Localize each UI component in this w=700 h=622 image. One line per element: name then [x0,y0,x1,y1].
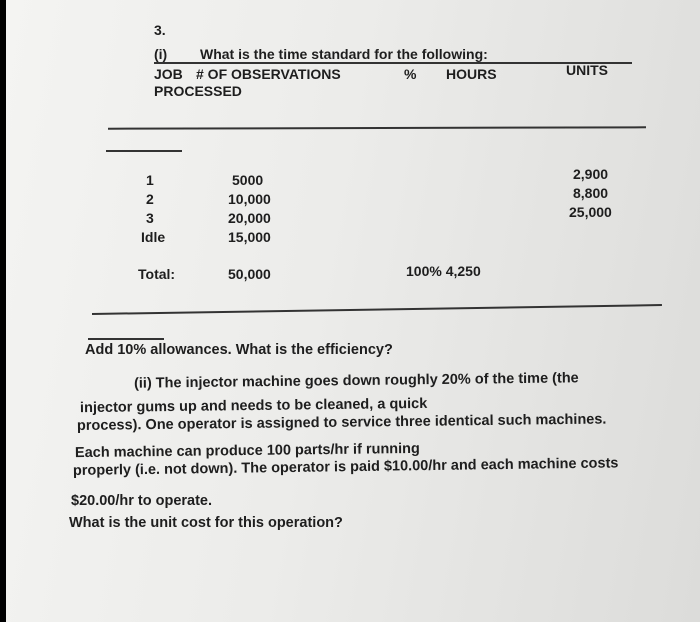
job-idle: Idle [141,229,166,245]
question-number: 3. [154,22,166,38]
total-pct-hours: 100% 4,250 [406,263,481,279]
job-1: 1 [146,172,154,188]
page-edge-shadow [0,0,6,622]
question-prompt: What is the time standard for the following: [200,46,488,62]
allowance-question: Add 10% allowances. What is the efficiency? [85,342,393,358]
header-hours: HOURS [446,66,497,82]
units-2: 8,800 [573,185,609,201]
units-3: 25,000 [569,204,612,220]
obs-idle: 15,000 [228,229,271,245]
part-ii-line-5: properly (i.e. not down). The operator is paid $10.00/hr and each machine costs [72,455,619,479]
table-bottom-rule [92,304,662,314]
header-units: UNITS [566,62,608,78]
part-ii-line-2: injector gums up and needs to be cleaned, a quick [79,395,428,417]
table-top-rule [108,126,646,129]
part-ii-line-1: (ii) The injector machine goes down roughly 20% of the time (the [133,370,579,392]
part-ii-line-3: process). One operator is assigned to service three identical such machines. [76,411,607,434]
part-ii-line-4: Each machine can produce 100 parts/hr if running [74,440,420,462]
job-3: 3 [146,210,154,226]
units-1: 2,900 [573,166,609,182]
total-observations: 50,000 [228,266,271,282]
part-ii-line-7: What is the unit cost for this operation? [69,515,343,531]
table-short-rule [106,150,182,152]
header-observations: # OF OBSERVATIONS [196,66,341,82]
part-ii-line-6: $20.00/hr to operate. [71,493,213,509]
header-job: JOB [154,66,183,82]
job-2: 2 [146,191,154,207]
obs-3: 20,000 [228,210,271,226]
total-label: Total: [138,266,176,282]
part-i-label: (i) [154,46,168,62]
header-percent: % [404,66,417,82]
obs-2: 10,000 [228,191,271,207]
header-rule [154,62,632,64]
obs-1: 5000 [232,172,264,188]
header-processed: PROCESSED [154,83,242,99]
table-bottom-short-rule [88,338,164,340]
